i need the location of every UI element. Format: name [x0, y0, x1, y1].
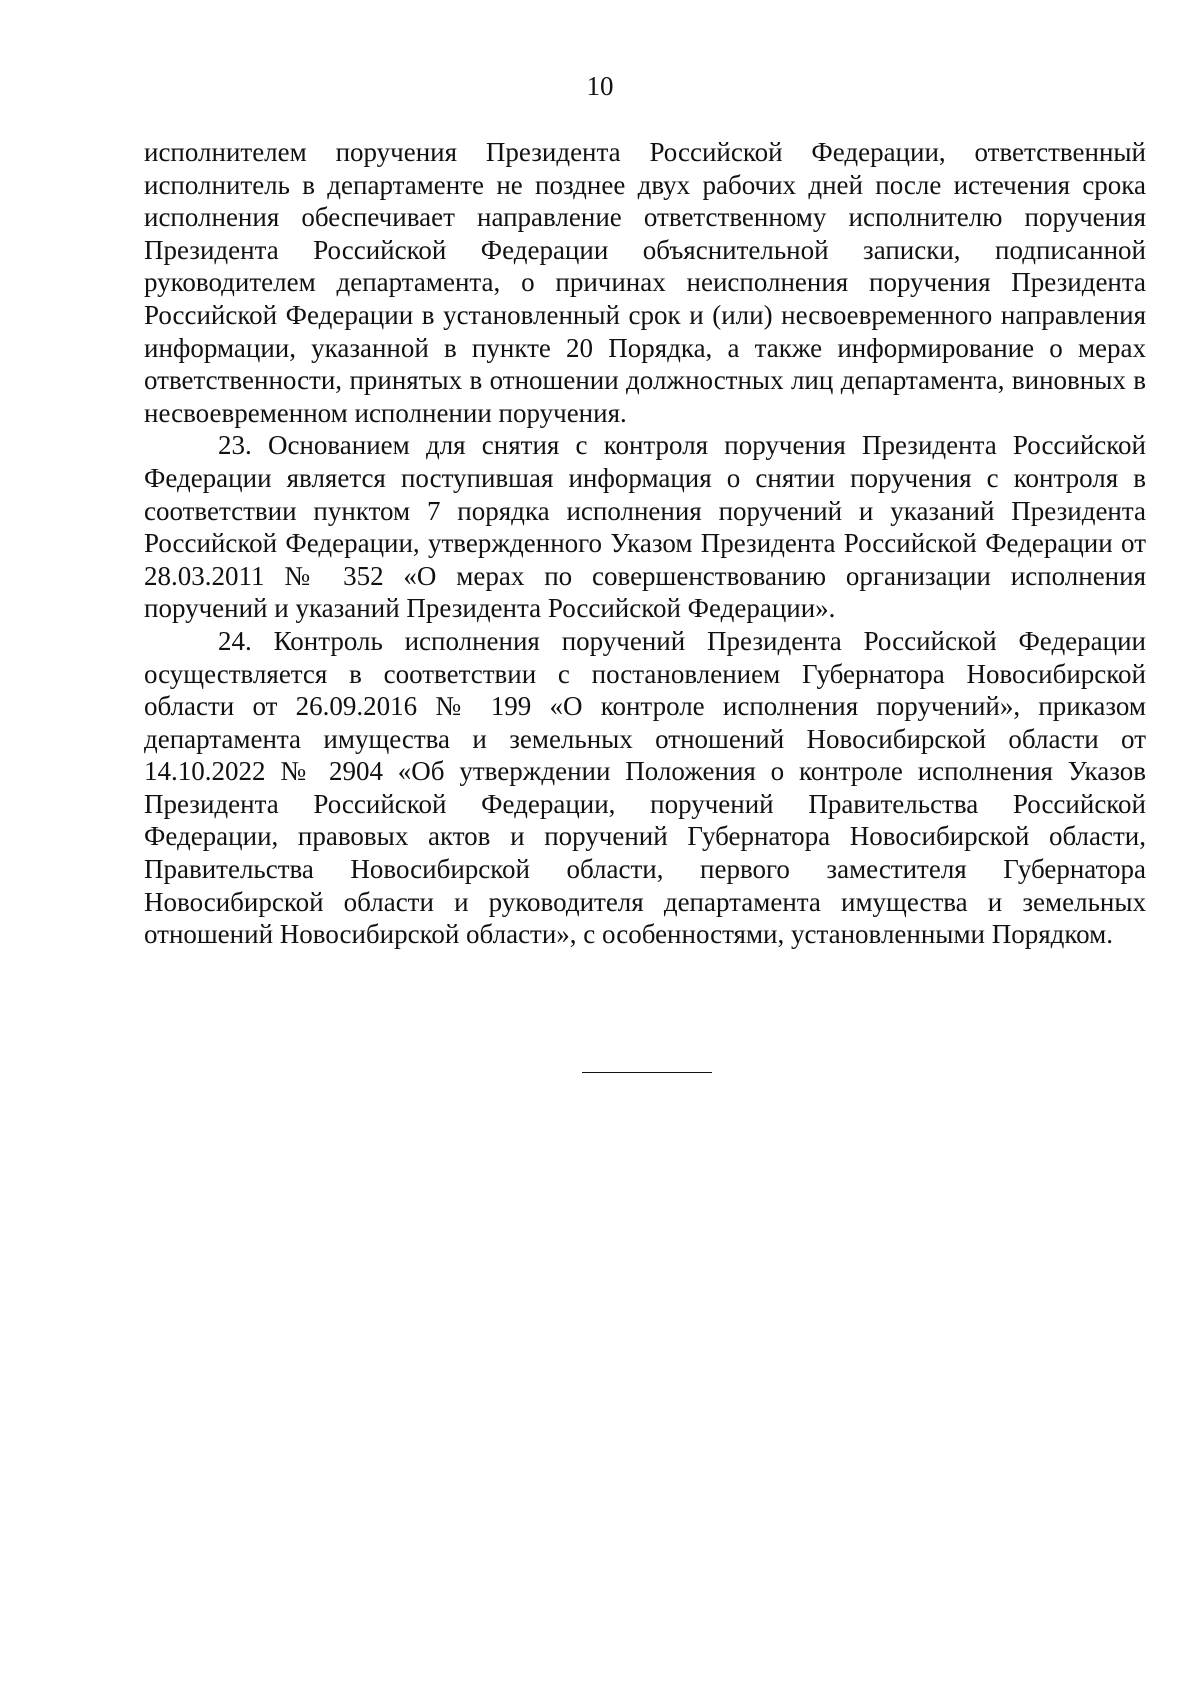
- end-of-document-rule: [582, 1072, 712, 1073]
- page-number: 10: [586, 71, 614, 101]
- document-body: [144, 136, 1146, 951]
- paragraph-item-24: 24. Контроль исполнения поручений Президента Российской Федерации осуществляется в соответствии с постановлением Губернатора Новосибирской области от 26.09.2016 № 199 «О контроле исполнения поручений», приказом департамента имущества и земельных отношений Новосибирской области от 14.10.2022 № 2904 «Об утверждении Положения о контроле исполнения Указов Президента Российской Федерации, поручений Правительства Российской Федерации, правовых актов и поручений Губернатора Новосибирской области, Правительства Новосибирской области, первого заместителя Губернатора Новосибирской области и руководителя департамента имущества и земельных отношений Новосибирской области», с особенностями, установленными Порядком.: [144, 625, 1146, 950]
- paragraph-continuation: исполнителем поручения Президента Российской Федерации, ответственный исполнитель в департаменте не позднее двух рабочих дней после истечения срока исполнения обеспечивает направление ответственному исполнителю поручения Президента Российской Федерации объяснительной записки, подписанной руководителем департамента, о причинах неисполнения поручения Президента Российской Федерации в установленный срок и (или) несвоевременного направления информации, указанной в пункте 20 Порядка, а также информирование о мерах ответственности, принятых в отношении должностных лиц департамента, виновных в несвоевременном исполнении поручения.: [144, 137, 1146, 428]
- paragraph-item-23: 23. Основанием для снятия с контроля поручения Президента Российской Федерации является поступившая информация о снятии поручения с контроля в соответствии пунктом 7 порядка исполнения поручений и указаний Президента Российской Федерации, утвержденного Указом Президента Российской Федерации от 28.03.2011 № 352 «О мерах по совершенствованию организации исполнения поручений и указаний Президента Российской Федерации».: [144, 430, 1146, 624]
